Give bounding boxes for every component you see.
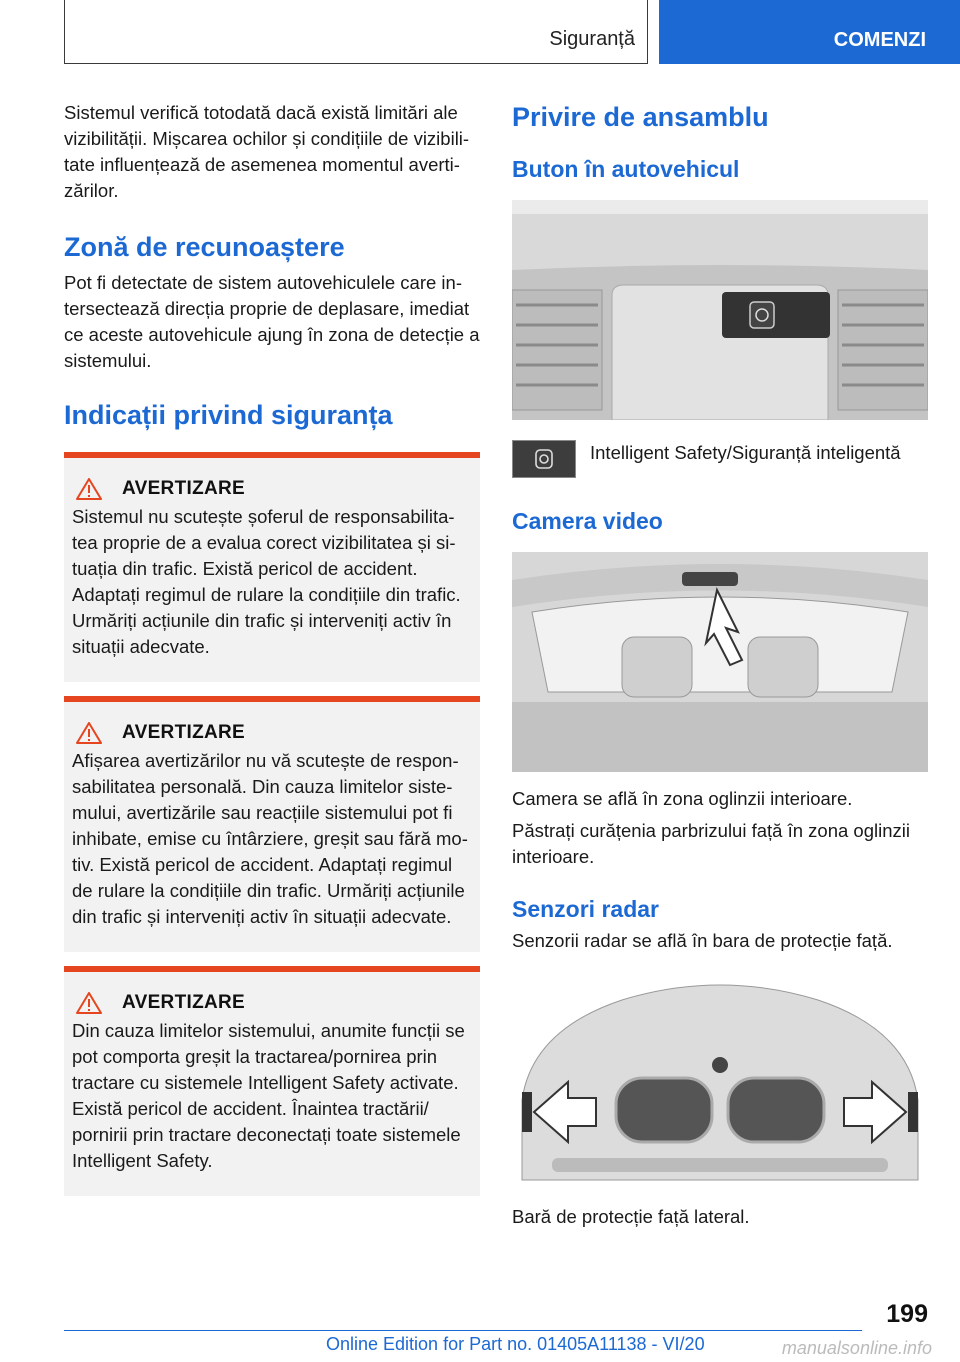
warning-text: Din cauza limitelor sistemului, anumite funcții se pot comporta greșit la tractarea/pornirea prin tractare cu sistemele Intelligent Safety activate. Există pericol de accident. Înaintea tractării/ pornirii prin tractare deconectați toate sistemele Intelligent Safety.: [72, 1020, 465, 1171]
warning-title: AVERTIZARE: [122, 722, 245, 743]
warning-triangle-icon: [76, 478, 102, 500]
page-number: 199: [886, 1300, 928, 1328]
overview-heading: Privire de ansamblu: [512, 102, 769, 132]
camera-text-2: Păstrați curățenia parbrizului față în zona oglinzii interioare.: [512, 820, 910, 867]
footer-divider: [64, 1330, 862, 1331]
zone-heading: Zonă de recunoaștere: [64, 232, 345, 262]
warning-box: [64, 966, 480, 1196]
camera-interior-photo: [512, 552, 928, 772]
button-label: Intelligent Safety/Siguranță inteligentă: [590, 442, 901, 463]
warning-text: Afișarea avertizărilor nu vă scutește de responsabilitatea personală. Din cauza limitelor sistemului, avertizările sau reacțiile sistemului pot fi inhibate, emise cu întârziere, greșit sau fără motiv. Există pericol de accident. Adaptați regimul de rulare la condițiile din trafic. Urmăriți acțiunile din trafic și interveniți activ în situații adecvate.: [72, 750, 468, 927]
zone-paragraph: Pot fi detectate de sistem autovehiculele care intersectează direcția proprie de deplasare, imediat ce aceste autovehicule ajung în zona de detecție a sistemului.: [64, 272, 480, 371]
radar-bumper-photo: [512, 970, 928, 1190]
warning-box: [64, 696, 480, 952]
watermark: manualsonline.info: [781, 1338, 932, 1358]
header-chapter-tab[interactable]: COMENZI: [659, 0, 960, 64]
warning-triangle-icon: [76, 722, 102, 744]
radar-text: Senzorii radar se află în bara de protecție față.: [512, 930, 893, 951]
right-column: [512, 100, 928, 1230]
camera-text-1: Camera se află în zona oglinzii interioare.: [512, 788, 853, 809]
radar-heading: Senzori radar: [512, 896, 659, 922]
warning-triangle-icon: [76, 992, 102, 1014]
intelligent-safety-button-icon: [512, 440, 576, 478]
header-section-title: Siguranță: [549, 28, 635, 50]
footer-edition: Online Edition for Part no. 01405A11138 - VI/20: [326, 1334, 705, 1354]
header-section-box: [64, 0, 648, 64]
dashboard-button-photo: [512, 200, 928, 420]
radar-caption: Bară de protecție față lateral.: [512, 1206, 750, 1227]
safety-heading: Indicații privind siguranța: [64, 400, 393, 430]
warning-box: [64, 452, 480, 682]
left-column: [64, 100, 480, 1196]
intro-paragraph: Sistemul verifică totodată dacă există limitări ale vizibilității. Mișcarea ochilor și condițiile de vizibilitate influențează de asemenea momentul avertizărilor.: [64, 102, 470, 201]
warning-text: Sistemul nu scutește șoferul de responsabilitatea proprie de a evalua corect vizibilitatea și situația din trafic. Există pericol de accident. Adaptați regimul de rulare la condițiile din trafic. Urmăriți acțiunile din trafic și interveniți activ în situații adecvate.: [72, 506, 461, 657]
warning-title: AVERTIZARE: [122, 478, 245, 499]
camera-heading: Camera video: [512, 508, 663, 534]
button-heading: Buton în autovehicul: [512, 156, 740, 182]
warning-title: AVERTIZARE: [122, 992, 245, 1013]
